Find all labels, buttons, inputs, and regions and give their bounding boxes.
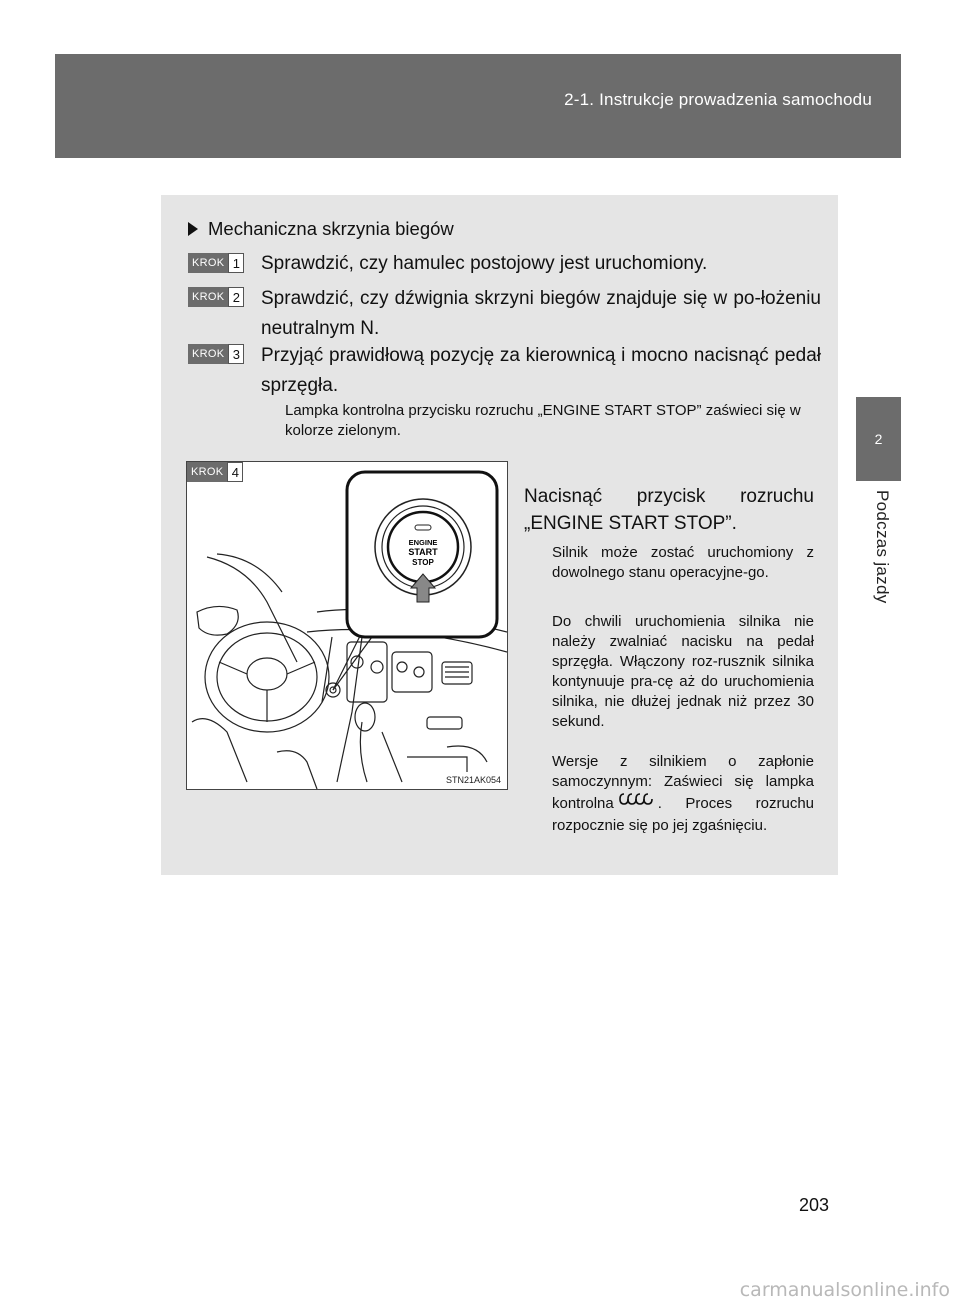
glow-plug-icon: [618, 792, 654, 816]
header-bar: [55, 54, 901, 158]
step-4-badge: [187, 462, 243, 482]
chapter-tab-number: 2: [856, 397, 901, 481]
step-3-badge: [188, 344, 244, 364]
step-number: 2: [228, 287, 244, 307]
step-4-paragraph-3: [552, 752, 814, 836]
dashboard-drawing: [187, 462, 507, 789]
step-tag: KROK: [188, 287, 228, 307]
step-number: 1: [228, 253, 244, 273]
chapter-tab-label: Podczas jazdy: [873, 490, 892, 604]
step-tag: KROK: [188, 344, 228, 364]
section-heading: [188, 218, 454, 240]
start-label: START: [408, 547, 438, 557]
triangle-bullet-icon: [188, 222, 198, 236]
step-number: 3: [228, 344, 244, 364]
step-3-note: Lampka kontrolna przycisku rozruchu „ENGINE START STOP” zaświeci się w kolorze zielonym.: [285, 402, 801, 439]
glow-para-after: . Proces rozruchu rozpocznie się po jej zgaśnięciu.: [552, 794, 814, 834]
page-number: 203: [799, 1195, 830, 1215]
chapter-title: 2-1. Instrukcje prowadzenia samochodu: [564, 90, 872, 109]
glow-para-before: Wersje z silnikiem o zapłonie samoczynnym: Zaświeci się lampka kontrolna: [552, 753, 814, 812]
step-2-badge: [188, 287, 244, 307]
step-number: 4: [227, 462, 243, 482]
step-1-badge: [188, 253, 244, 273]
step-2-text: Sprawdzić, czy dźwignia skrzyni biegów znajduje się w po-łożeniu neutralnym N.: [261, 288, 821, 339]
step-tag: KROK: [188, 253, 228, 273]
step-3-text: Przyjąć prawidłową pozycję za kierownicą i mocno nacisnąć pedał sprzęgła.: [261, 345, 821, 396]
dashboard-illustration: [186, 461, 508, 790]
step-tag: KROK: [187, 462, 227, 482]
step-4-paragraph-2: Do chwili uruchomienia silnika nie należy zwalniać nacisku na pedał sprzęgła. Włączony roz-rusznik silnika kontynuuje pra-cę aż do uruchomienia silnika, nie dłużej jednak niż przez 30 sekund.: [552, 613, 814, 730]
engine-label: ENGINE: [408, 538, 438, 547]
stop-label: STOP: [412, 558, 434, 567]
watermark: carmanualsonline.info: [739, 1279, 950, 1301]
illustration-code: STN21AK054: [445, 775, 501, 785]
step-4-paragraph-1: Silnik może zostać uruchomiony z dowolnego stanu operacyjne-go.: [552, 544, 814, 581]
step-1-text: Sprawdzić, czy hamulec postojowy jest uruchomiony.: [261, 253, 708, 274]
step-4-text: Nacisnąć przycisk rozruchu „ENGINE START STOP”.: [524, 486, 814, 534]
section-heading-text: Mechaniczna skrzynia biegów: [208, 218, 454, 239]
